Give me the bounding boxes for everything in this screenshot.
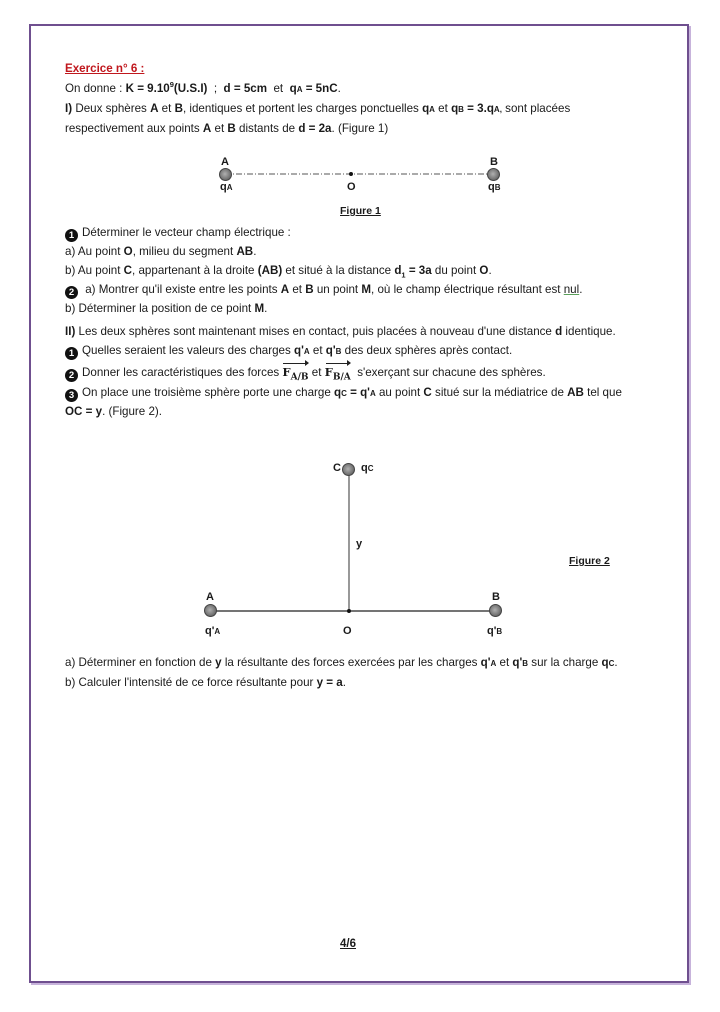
- sphere-c: [342, 463, 355, 476]
- given-k: K = 9.10: [125, 82, 170, 95]
- given-qa-value: = 5nC: [302, 82, 338, 95]
- text: distants de: [235, 122, 299, 135]
- text: et: [308, 366, 325, 379]
- bold: y = a: [316, 676, 343, 689]
- text: .: [579, 283, 583, 296]
- bold: q': [480, 656, 491, 669]
- bold: A: [150, 102, 159, 115]
- fig1-label-o: O: [347, 181, 356, 193]
- fig2-label-qa-prime: [205, 621, 220, 642]
- punct: .: [337, 82, 341, 95]
- given-k-unit: (U.S.I): [173, 82, 208, 95]
- text: Les deux sphères sont maintenant mises en contact, puis placées à nouveau d'une distance: [75, 325, 556, 338]
- bold: B: [174, 102, 183, 115]
- bold: M: [361, 283, 372, 296]
- bold: q': [294, 344, 304, 357]
- bold: (AB): [257, 264, 283, 277]
- bold: q: [601, 656, 609, 669]
- bold: AB: [236, 245, 254, 258]
- bold: C: [423, 386, 432, 399]
- figure-2: [65, 0, 665, 660]
- text: On place une troisième sphère porte une charge: [82, 386, 334, 399]
- bold: = 3.q: [463, 102, 494, 115]
- text: des deux sphères après contact.: [341, 344, 513, 357]
- bold: B: [227, 122, 236, 135]
- text: a) Au point: [65, 245, 124, 258]
- bold: A: [202, 122, 212, 135]
- bold: A: [280, 283, 290, 296]
- text: Deux sphères: [72, 102, 151, 115]
- text: F: [282, 365, 291, 379]
- given-k-exp: 9: [169, 80, 174, 90]
- sub: A: [303, 347, 310, 356]
- bold: q: [334, 386, 342, 399]
- sub: B: [496, 627, 503, 636]
- sub: A/B: [290, 372, 309, 383]
- sub: A: [296, 85, 303, 94]
- text: Déterminer le vecteur champ électrique :: [82, 226, 291, 239]
- text: q: [361, 462, 368, 474]
- text: tel que: [583, 386, 622, 399]
- text: a) Déterminer en fonction de: [65, 656, 216, 669]
- final-a: [65, 653, 618, 674]
- text: .: [614, 656, 618, 669]
- fig2-label-c: C: [333, 462, 341, 474]
- sub: B: [522, 659, 529, 668]
- bold: d: [555, 325, 563, 338]
- text: et situé à la distance: [282, 264, 395, 277]
- spellcheck-word: nul: [563, 283, 580, 296]
- fig2-label-a: A: [206, 591, 214, 603]
- text: et: [309, 344, 326, 357]
- sub: B: [494, 183, 501, 192]
- text: q: [220, 181, 227, 193]
- question-number-badge: 2: [65, 286, 78, 299]
- text: , identiques et portent les charges ponctuelles: [182, 102, 423, 115]
- sub: A: [369, 389, 376, 398]
- text: s'exerçant sur chacune des sphères.: [350, 366, 546, 379]
- sub: A,: [493, 105, 502, 114]
- text: b) Au point: [65, 264, 124, 277]
- fig2-label-b: B: [492, 591, 500, 603]
- text: et: [158, 102, 175, 115]
- question-number-badge: 1: [65, 347, 78, 360]
- text: et: [289, 283, 306, 296]
- sub: C: [608, 659, 615, 668]
- sub: B/A: [332, 372, 351, 383]
- given-d: d = 5cm: [223, 82, 268, 95]
- question-number-badge: 1: [65, 229, 78, 242]
- sub: A: [429, 105, 435, 114]
- text: et: [211, 122, 228, 135]
- text: et: [496, 656, 513, 669]
- final-b: [65, 673, 346, 693]
- sub: C: [341, 389, 347, 398]
- bold: M: [254, 302, 265, 315]
- sub: C: [367, 464, 374, 473]
- text: .: [488, 264, 492, 277]
- sep: ;: [207, 82, 224, 95]
- text: .: [342, 676, 346, 689]
- sep: et: [267, 82, 290, 95]
- text: du point: [431, 264, 480, 277]
- bold: O: [479, 264, 489, 277]
- bold: q': [325, 344, 336, 357]
- text: Donner les caractéristiques des forces: [82, 366, 283, 379]
- bold: OC = y: [65, 405, 103, 418]
- text: la résultante des forces exercées par les charges: [221, 656, 481, 669]
- fig2-label-qc: [361, 458, 374, 479]
- given-prefix: On donne :: [65, 82, 126, 95]
- fig2-label-qb-prime: [487, 621, 502, 642]
- given-qa: q: [289, 82, 297, 95]
- text: .: [253, 245, 257, 258]
- sub: B: [335, 347, 342, 356]
- text: F: [324, 365, 333, 379]
- text: . (Figure 2).: [102, 405, 162, 418]
- fig2-label-o: O: [343, 625, 352, 637]
- text: . (Figure 1): [331, 122, 389, 135]
- text: q': [205, 625, 215, 637]
- text: Quelles seraient les valeurs des charges: [82, 344, 295, 357]
- bold: = q': [346, 386, 370, 399]
- question-number-badge: 2: [65, 369, 78, 382]
- text: situé sur la médiatrice de: [431, 386, 568, 399]
- text: et: [434, 102, 452, 115]
- figure-2-caption: Figure 2: [569, 555, 610, 567]
- text: , où le champ électrique résultant est: [371, 283, 564, 296]
- text: .: [264, 302, 268, 315]
- sub: 1: [401, 270, 406, 280]
- bold: = 3a: [405, 264, 432, 277]
- text: identique.: [562, 325, 616, 338]
- part2-label: II): [65, 325, 76, 338]
- text: a) Montrer qu'il existe entre les points: [82, 283, 281, 296]
- bold: AB: [567, 386, 584, 399]
- page-number: 4/6: [340, 938, 356, 950]
- bold: q: [422, 102, 430, 115]
- exercise-title: Exercice n° 6 :: [65, 62, 145, 75]
- bold: C: [123, 264, 133, 277]
- bold: d = 2a: [298, 122, 332, 135]
- text: sont placées: [501, 102, 571, 115]
- text: , appartenant à la droite: [132, 264, 258, 277]
- sub: A: [490, 659, 497, 668]
- sub: A: [214, 627, 221, 636]
- text: b) Calculer l'intensité de ce force résultante pour: [65, 676, 317, 689]
- bold: d: [394, 264, 402, 277]
- part1-label: I): [65, 102, 73, 115]
- figure-1-caption: Figure 1: [340, 205, 381, 217]
- question-number-badge: 3: [65, 389, 78, 402]
- text: q': [487, 625, 497, 637]
- bold: B: [305, 283, 314, 296]
- text: sur la charge: [528, 656, 602, 669]
- text: au point: [375, 386, 424, 399]
- text: respectivement aux points: [65, 122, 203, 135]
- fig2-label-y: y: [356, 538, 363, 550]
- fig1-label-a: A: [221, 156, 229, 168]
- bold: q: [451, 102, 459, 115]
- bold: O: [123, 245, 133, 258]
- text: q: [488, 181, 495, 193]
- fig1-label-b: B: [490, 156, 498, 168]
- bold: q': [512, 656, 523, 669]
- text: , milieu du segment: [132, 245, 237, 258]
- text: b) Déterminer la position de ce point: [65, 302, 255, 315]
- sub: A: [226, 183, 233, 192]
- sub: B: [458, 105, 464, 114]
- bold: y: [215, 656, 222, 669]
- text: un point: [313, 283, 362, 296]
